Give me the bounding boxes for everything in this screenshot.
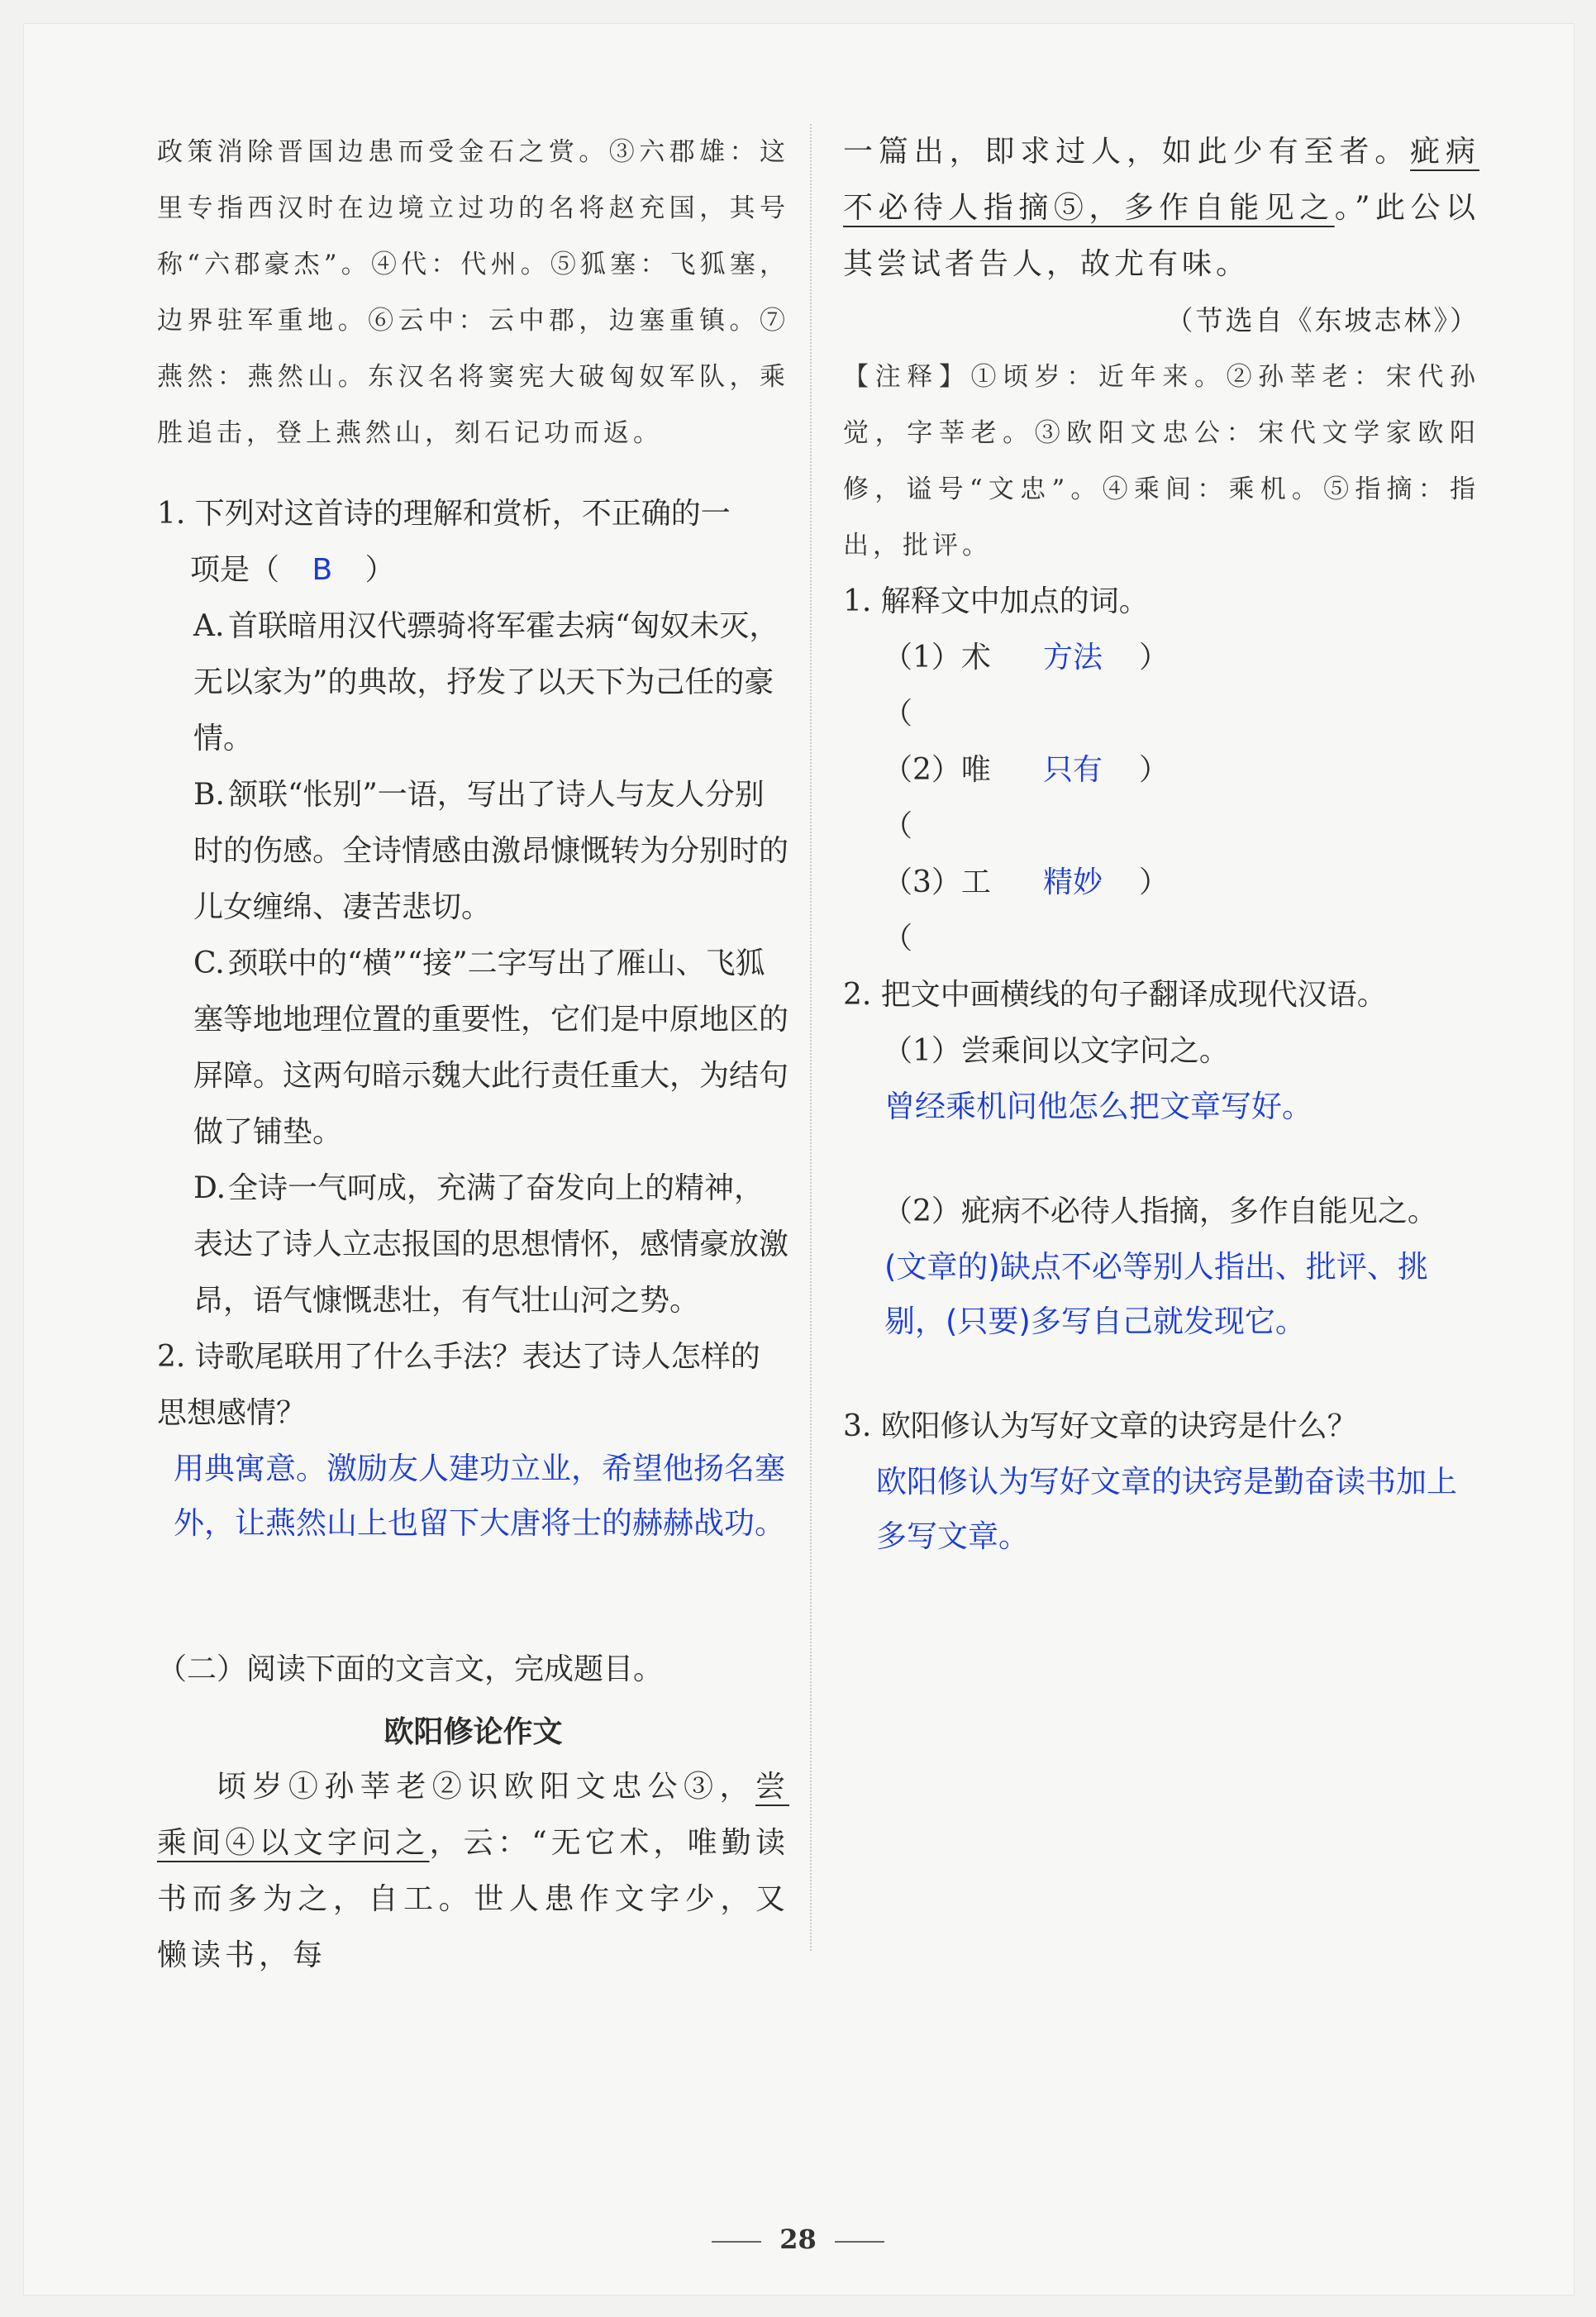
r-q1-item-1: （1）术（ 方法 ） [843, 630, 1479, 742]
r-q1-item-2: （2）唯（ 只有 ） [843, 742, 1479, 855]
page-number-dash-right [835, 2241, 884, 2243]
passage-underlined-2: 疵病不必待人指摘⑤，多作自能见之 [843, 135, 1479, 225]
question-1-stem-line1: 1. 下列对这首诗的理解和赏析，不正确的一 [157, 497, 731, 531]
question-2-stem: 2. 诗歌尾联用了什么手法？表达了诗人怎样的思想感情？ [157, 1340, 760, 1430]
r-q1-answer-2: 只有 [1042, 753, 1103, 787]
left-column [157, 124, 789, 1984]
r-question-2-part-2: （2）疵病不必待人指摘，多作自能见之。 [883, 1194, 1437, 1228]
page-number-value: 28 [779, 2224, 817, 2255]
r-question-2-part-1: （1）尝乘间以文字问之。 [883, 1034, 1229, 1068]
question-2-answer: 用典寓意。激励友人建功立业，希望他扬名塞外，让燕然山上也留下大唐将士的赫赫战功。 [174, 1451, 785, 1541]
passage-notes: 【注释】①顷岁：近年来。②孙莘老：宋代孙觉，字莘老。③欧阳文忠公：宋代文学家欧阳修，谥号“文忠”。④乘间：乘机。⑤指摘：指出，批评。 [843, 362, 1479, 560]
r-question-2-part-2-answer: (文章的)缺点不必等别人指出、批评、挑剔，(只要)多写自己就发现它。 [884, 1249, 1428, 1339]
r-q1-item-3: （3）工（ 精妙 ） [843, 855, 1479, 967]
r-q1-answer-1: 方法 [1042, 641, 1103, 675]
page-number-dash-left [712, 2241, 761, 2243]
right-column [843, 124, 1479, 1564]
r-question-1-stem: 1. 解释文中加点的词。 [843, 584, 1149, 618]
passage-title: 欧阳修论作文 [384, 1715, 563, 1749]
r-question-3-stem: 3. 欧阳修认为写好文章的诀窍是什么？ [843, 1409, 1357, 1443]
option-c: C. 颈联中的“横”“接”二字写出了雁山、飞狐塞等地地理位置的重要性，它们是中原地区的屏障。这两句暗示魏大此行责任重大，为结句做了铺垫。 [193, 946, 789, 1149]
passage-source: （节选自《东坡志林》） [1165, 304, 1479, 336]
passage-part-c: 一篇出，即求过人，如此少有至者。 [843, 135, 1411, 169]
passage-text-left [157, 1759, 789, 1984]
passage-part-d: 。”此公以其尝试者告人，故尤有味。 [843, 191, 1479, 281]
passage-text-right [843, 124, 1479, 293]
passage-underlined-1: 尝乘间④以文字问之 [157, 1770, 789, 1860]
r-question-3-answer: 欧阳修认为写好文章的诀窍是勤奋读书加上多写文章。 [876, 1464, 1457, 1554]
question-1-answer: B [312, 553, 333, 587]
r-question-2-part-1-answer: 曾经乘机问他怎么把文章写好。 [884, 1089, 1313, 1124]
section-heading: （二）阅读下面的文言文，完成题目。 [157, 1652, 664, 1686]
poem-notes-continued: 政策消除晋国边患而受金石之赏。③六郡雄：这里专指西汉时在边境立过功的名将赵充国，其号称“六郡豪杰”。④代：代州。⑤狐塞：飞狐塞，边界驻军重地。⑥云中：云中郡，边塞重镇。⑦燕然：燕然山。东汉名将窦宪大破匈奴军队，乘胜追击，登上燕然山，刻石记功而返。 [157, 137, 789, 448]
passage-part-a: 顷岁①孙莘老②识欧阳文忠公③， [217, 1770, 755, 1804]
question-1-stem-line2: 项是（ [190, 553, 280, 587]
option-a: A. 首联暗用汉代骠骑将军霍去病“匈奴未灭，无以家为”的典故，抒发了以天下为己任的豪情。 [193, 609, 779, 756]
question-1-stem-close: ） [364, 553, 395, 587]
option-d: D.全诗一气呵成，充满了奋发向上的精神，表达了诗人立志报国的思想情怀，感情豪放激昂，语气慷慨悲壮，有气壮山河之势。 [193, 1171, 789, 1318]
r-question-2-stem: 2. 把文中画横线的句子翻译成现代汉语。 [843, 978, 1387, 1012]
option-b: B. 颔联“怅别”一语，写出了诗人与友人分别时的伤感。全诗情感由激昂慷慨转为分别时的儿女缠绵、凄苦悲切。 [193, 778, 789, 924]
r-q1-answer-3: 精妙 [1042, 865, 1103, 899]
options-list [157, 598, 789, 1329]
page-number [0, 2224, 1596, 2255]
column-divider [810, 124, 812, 1951]
passage-part-b: ，云：“无它术，唯勤读书而多为之，自工。世人患作文字少，又懒读书，每 [157, 1826, 789, 1972]
question-1-stem [157, 486, 789, 598]
